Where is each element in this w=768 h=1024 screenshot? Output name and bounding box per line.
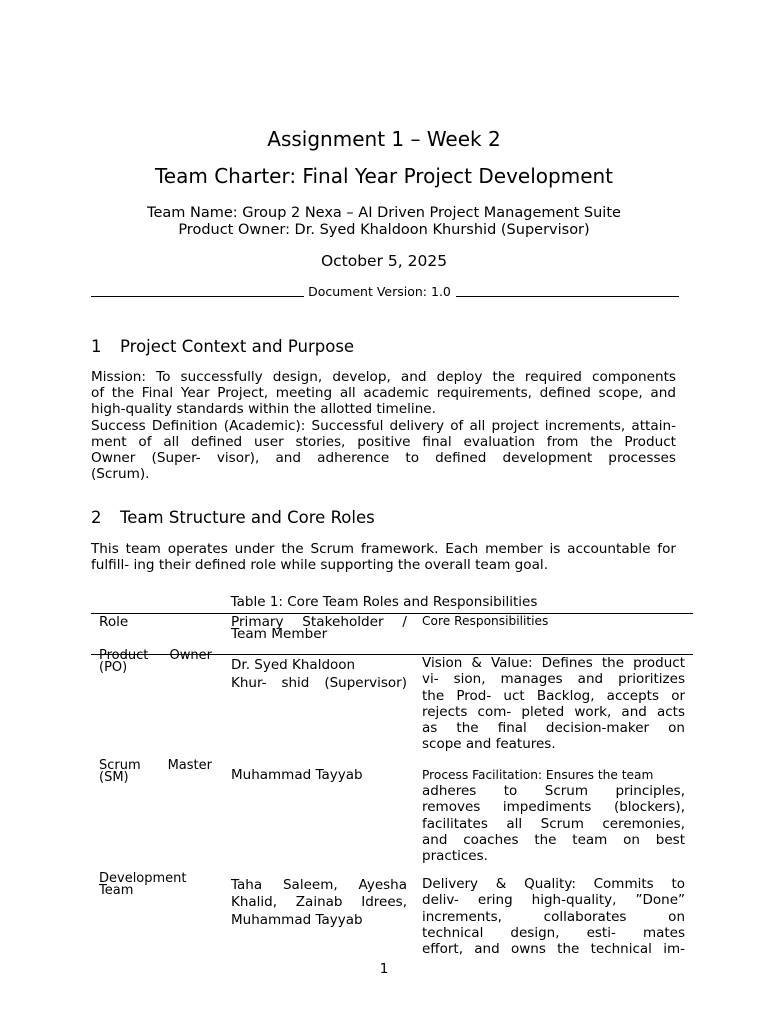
section-1-heading <box>91 337 354 356</box>
resp-line: facilitates all Scrum ceremonies, <box>422 815 685 832</box>
resp-line: removes impediments (blockers), <box>422 799 685 816</box>
resp-line: deliv- ering high-quality, ”Done” <box>422 892 685 909</box>
resp-line: Process Facilitation: Ensures the team <box>422 768 654 782</box>
table-row-member <box>231 767 407 783</box>
header-member <box>231 616 407 640</box>
resp-line: increments, collaborates on <box>422 908 685 925</box>
resp-line: rejects com- pleted work, and acts <box>422 703 685 720</box>
table-row-role <box>99 650 212 674</box>
success-line: Owner (Super- visor), and adherence to defined development processes <box>91 450 676 467</box>
assignment-title: Assignment 1 – Week 2 <box>267 127 501 151</box>
header-member-line: Team Member <box>231 626 328 642</box>
success-line: ment of all defined user stories, positive final evaluation from the Product <box>91 433 676 450</box>
member-line: Khur- shid (Supervisor) <box>231 674 407 691</box>
product-owner-line: Product Owner: Dr. Syed Khaldoon Khurshid (Supervisor) <box>178 222 590 238</box>
resp-line: the Prod- uct Backlog, accepts or <box>422 687 685 704</box>
mission-line: of the Final Year Project, meeting all academic requirements, defined scope, and <box>91 385 676 402</box>
resp-line: and coaches the team on best <box>422 831 685 848</box>
page-number: 1 <box>379 961 389 977</box>
intro-line: This team operates under the Scrum framework. Each member is accountable for <box>91 541 676 557</box>
table-row-member <box>231 657 407 692</box>
member-line: Taha Saleem, Ayesha <box>231 877 407 893</box>
version-rule-left <box>91 296 304 297</box>
success-line: Success Definition (Academic): Successful delivery of all project increments, attain- <box>91 417 676 434</box>
table-row-member <box>231 877 407 929</box>
resp-line: as the final decision-maker on <box>422 720 685 737</box>
mission-line: Mission: To successfully design, develop, and deploy the required components <box>91 369 676 385</box>
table-row-resp-first <box>422 767 685 783</box>
role-line: (SM) <box>99 770 129 785</box>
document-date: October 5, 2025 <box>320 252 448 270</box>
table-caption: Table 1: Core Team Roles and Responsibilities <box>230 594 538 610</box>
table-row-role <box>99 760 212 784</box>
member-line: Muhammad Tayyab <box>231 767 363 783</box>
intro-line: fulfill- ing their defined role while supporting the overall team goal. <box>91 557 549 574</box>
resp-line: scope and features. <box>422 736 556 753</box>
member-line: Muhammad Tayyab <box>231 911 363 928</box>
section-2-title: Team Structure and Core Roles <box>120 508 375 527</box>
resp-line: practices. <box>422 848 488 865</box>
resp-line: adheres to Scrum principles, <box>422 783 685 799</box>
resp-line: vi- sion, manages and prioritizes <box>422 671 685 688</box>
role-line: Scrum Master <box>99 758 212 773</box>
role-line: Product Owner <box>99 648 212 663</box>
section-2-intro <box>91 541 676 573</box>
mission-paragraph <box>91 369 676 482</box>
success-line: (Scrum). <box>91 466 150 483</box>
table-row-responsibilities <box>422 783 685 864</box>
mission-line: high-quality standards within the allotted timeline. <box>91 401 436 418</box>
table-row-responsibilities <box>422 655 685 753</box>
version-rule-right <box>456 296 679 297</box>
member-line: Dr. Syed Khaldoon <box>231 657 356 673</box>
document-title: Team Charter: Final Year Project Development <box>154 164 614 188</box>
table-row-responsibilities <box>422 876 685 957</box>
resp-line: Delivery & Quality: Commits to <box>422 876 685 892</box>
resp-line: technical design, esti- mates <box>422 924 685 941</box>
section-1-number: 1 <box>91 337 102 356</box>
resp-line: effort, and owns the technical im- <box>422 941 685 958</box>
header-member-line: Primary Stakeholder / <box>231 614 407 630</box>
team-name: Team Name: Group 2 Nexa – AI Driven Project Management Suite <box>147 205 621 221</box>
role-line: (PO) <box>99 660 128 675</box>
resp-line: Vision & Value: Defines the product <box>422 655 685 671</box>
role-line: Team <box>99 883 134 898</box>
section-2-heading <box>91 508 375 527</box>
section-1-title: Project Context and Purpose <box>120 337 355 356</box>
document-version: Document Version: 1.0 <box>308 284 451 299</box>
header-role: Role <box>99 614 129 630</box>
table-row-role <box>99 873 212 897</box>
member-line: Khalid, Zainab Idrees, <box>231 894 407 911</box>
header-responsibilities: Core Responsibilities <box>422 614 549 628</box>
role-line: Development <box>99 871 187 886</box>
section-2-number: 2 <box>91 508 102 527</box>
